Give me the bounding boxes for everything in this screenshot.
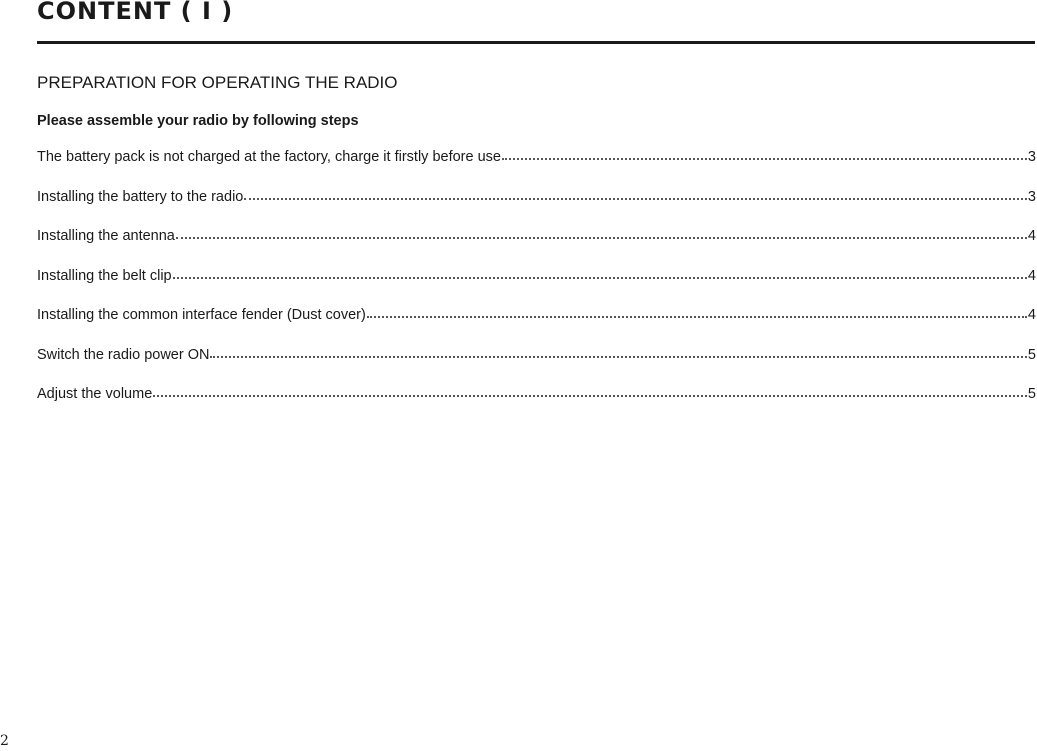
- toc-entry-text: The battery pack is not charged at the factory, charge it firstly before use: [37, 149, 501, 165]
- table-of-contents: [37, 149, 1036, 426]
- toc-leader-dots: [367, 314, 1027, 318]
- toc-entry: [37, 149, 1036, 189]
- toc-entry-text: Installing the belt clip: [37, 267, 172, 284]
- toc-leader-dots: [244, 196, 1027, 200]
- toc-leader-dots: [176, 235, 1027, 239]
- page-number: 2: [0, 733, 9, 749]
- toc-entry-text: Switch the radio power ON: [37, 346, 210, 363]
- toc-entry-page: 3: [1027, 149, 1036, 165]
- toc-leader-dots: [210, 354, 1026, 358]
- section-heading: PREPARATION FOR OPERATING THE RADIO: [37, 73, 398, 92]
- toc-entry-page: 4: [1027, 307, 1036, 323]
- toc-leader-dots: [502, 156, 1027, 160]
- toc-entry: [37, 189, 1036, 229]
- toc-entry-page: 3: [1027, 188, 1036, 205]
- toc-entry: [37, 347, 1036, 387]
- toc-entry-page: 4: [1027, 228, 1036, 244]
- toc-entry-page: 4: [1027, 267, 1036, 284]
- toc-entry-text: Adjust the volume: [37, 386, 153, 402]
- toc-entry: [37, 228, 1036, 268]
- toc-leader-dots: [173, 275, 1027, 279]
- toc-entry-page: 5: [1027, 386, 1036, 402]
- toc-entry: [37, 268, 1036, 308]
- toc-entry-page: 5: [1027, 346, 1036, 363]
- toc-entry-text: Installing the antenna: [37, 228, 175, 244]
- toc-leader-dots: [153, 393, 1027, 397]
- toc-entry: [37, 307, 1036, 347]
- page-title: CONTENT ( I ): [37, 0, 234, 25]
- section-subheading: Please assemble your radio by following steps: [37, 113, 359, 129]
- toc-entry-text: Installing the common interface fender (Dust cover): [37, 307, 366, 323]
- title-divider: [37, 41, 1035, 44]
- toc-entry-text: Installing the battery to the radio: [37, 188, 244, 205]
- toc-entry: [37, 386, 1036, 426]
